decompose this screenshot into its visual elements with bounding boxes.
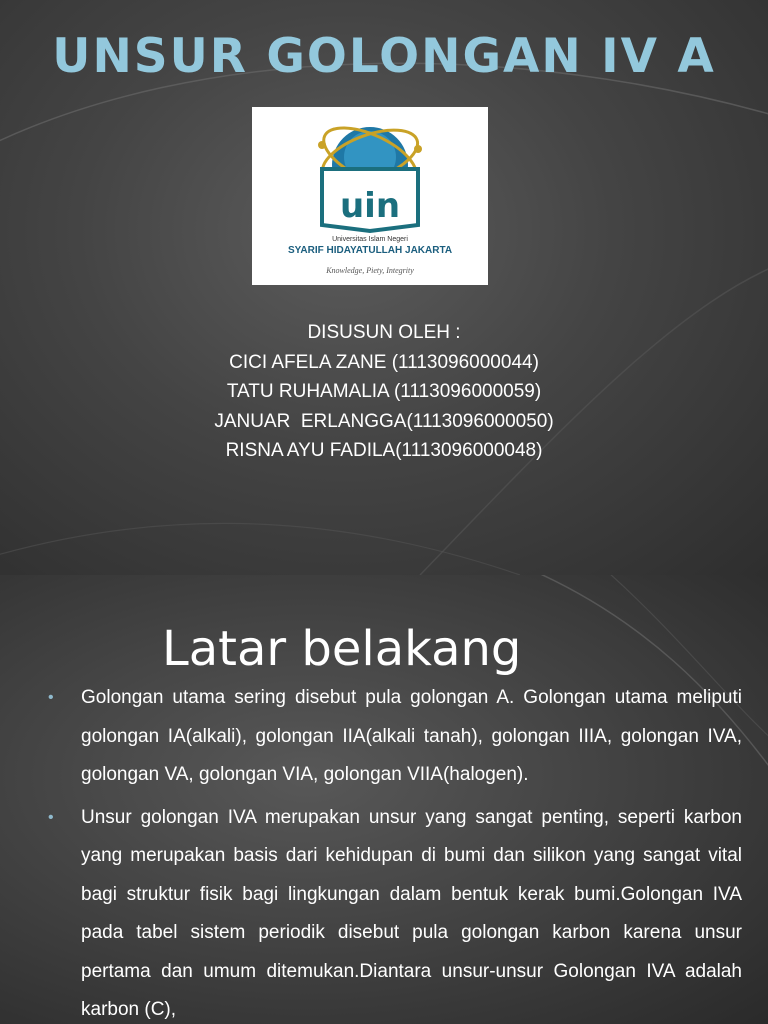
bullet-list (48, 679, 742, 1024)
bullet-icon: • (48, 689, 54, 706)
author-item: CICI AFELA ZANE (1113096000044) (229, 351, 539, 373)
bullet-item (48, 679, 742, 795)
logo-line2: SYARIF HIDAYATULLAH JAKARTA (287, 245, 453, 256)
bullet-icon: • (48, 808, 54, 826)
bullet-text: Golongan utama sering disebut pula golongan A. Golongan utama meliputi golongan IA(alkali), golongan IIA(alkali tanah), golongan IIIA, golongan IVA, golongan VA, golongan VIA, golongan VIIA(halogen). (81, 687, 742, 785)
authors-heading: DISUSUN OLEH : (307, 322, 461, 343)
logo-monogram: uin (339, 186, 401, 226)
content-slide (0, 575, 768, 1024)
author-item: JANUAR ERLANGGA(1113096000050) (214, 410, 554, 432)
bullet-text: Unsur golongan IVA merupakan unsur yang sangat penting, seperti karbon yang merupakan basis dari kehidupan di bumi dan silikon yang sangat vital bagi struktur fisik bagi lingkungan dalam bentuk kerak bumi.Golongan IVA pada tabel sistem periodik disebut pula golongan karbon karena unsur pertama dan umum ditemukan.Diantara unsur-unsur Golongan IVA adalah karbon (C), (81, 806, 742, 1020)
logo-line1: Universitas Islam Negeri (332, 236, 408, 243)
logo-tagline: Knowledge, Piety, Integrity (326, 266, 414, 275)
uin-logo (252, 107, 488, 285)
author-list (0, 318, 768, 466)
slide-title: UNSUR GOLONGAN IV A (52, 29, 716, 84)
uin-emblem-icon (252, 107, 488, 285)
author-item: TATU RUHAMALIA (1113096000059) (226, 381, 542, 402)
section-title: Latar belakang (162, 621, 522, 677)
bullet-item (48, 799, 742, 1024)
author-item: RISNA AYU FADILA(1113096000048) (225, 440, 543, 461)
